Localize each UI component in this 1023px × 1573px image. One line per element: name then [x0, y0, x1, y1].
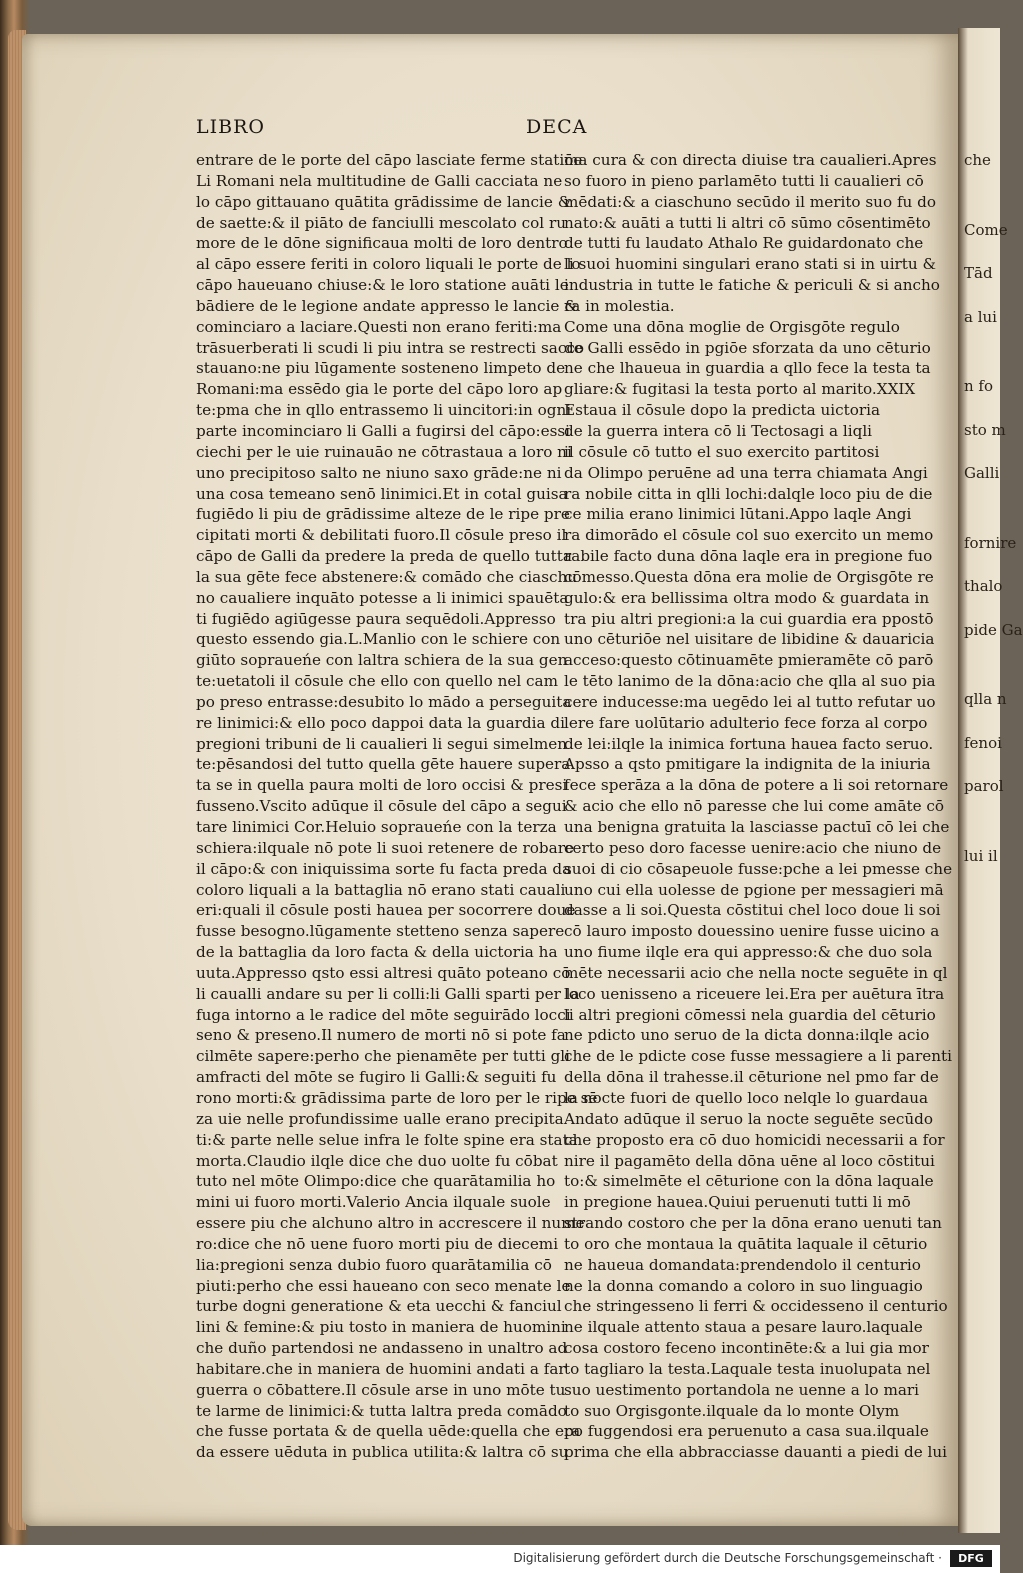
- text-line: amfracti del mōte se fugiro li Galli:& seguiti fu: [196, 1068, 557, 1087]
- text-line: prima che ella abbracciasse dauanti a piedi de lui: [564, 1443, 948, 1462]
- text-line: in pregione hauea.Quiui peruenuti tutti li mō: [564, 1193, 911, 1212]
- text-line: che duño partendosi ne andasseno in unaltro ad: [196, 1339, 568, 1358]
- text-line: Li Romani nela multitudine de Galli cacciata ne: [196, 171, 563, 190]
- text-line: giūto sopraueńe con laltra schiera de la sua gen: [196, 651, 568, 670]
- text-line: la nocte fuori de quello loco nelqle lo guardaua: [564, 1088, 929, 1107]
- text-line: al cāpo essere feriti in coloro liquali le porte de lo: [196, 255, 581, 274]
- text-line: ra in molestia.: [564, 296, 675, 315]
- text-line: to suo Orgisgonte.ilquale da lo monte Olym: [564, 1401, 900, 1420]
- text-line: ciechi per le uie ruinauāo ne cōtrastaua a loro ni: [196, 442, 572, 461]
- text-line: li caualli andare su per li colli:li Galli sparti per la: [196, 984, 580, 1003]
- text-line: ra dimorādo el cōsule col suo exercito un memo: [564, 526, 934, 545]
- text-line: cilmēte sapere:perho che pienamēte per tutti gli: [196, 1047, 570, 1066]
- text-line: rabile facto duna dōna laqle era in pregione fuo: [564, 547, 933, 566]
- text-line: suoi di cio cōsapeuole fusse:pche a lei pmesse che: [564, 859, 953, 878]
- text-line: gulo:& era bellissima oltra modo & guardata in: [564, 588, 930, 607]
- text-line: la sua gēte fece abstenere:& comādo che ciaschu: [196, 567, 578, 586]
- dfg-logo: DFG: [950, 1550, 992, 1567]
- text-line: more de le dōne significaua molti de loro dentro: [196, 234, 568, 253]
- text-line: & acio che ello nō paresse che lui come amāte cō: [564, 797, 945, 816]
- text-line: guerra o cōbattere.Il cōsule arse in uno mōte tu: [196, 1380, 566, 1399]
- text-line: mēte necessarii acio che nella nocte seguēte in ql: [564, 963, 948, 982]
- text-line: li altri pregioni cōmessi nela guardia del cēturio: [564, 1005, 936, 1024]
- text-line: de la guerra intera cō li Tectosagi a liqli: [564, 421, 873, 440]
- text-line: de lei:ilqle la inimica fortuna hauea facto seruo.: [564, 734, 934, 753]
- text-line: so fuoro in pieno parlamēto tutti li caualieri cō: [564, 171, 924, 190]
- facing-page-fragment: pide Ga: [964, 620, 1023, 639]
- digitization-footer: [0, 1545, 1000, 1573]
- text-line: te larme de linimici:& tutta laltra preda comādo: [196, 1401, 567, 1420]
- text-line: mini ui fuoro morti.Valerio Ancia ilquale suole: [196, 1193, 551, 1212]
- text-line: Estaua il cōsule dopo la predicta uictoria: [564, 401, 881, 420]
- text-line: che fusse portata & de quella uēde:quella che era: [196, 1422, 581, 1441]
- text-line: parte incominciaro li Galli a fugirsi del cāpo:essi: [196, 421, 571, 440]
- text-line: fuga intorno a le radice del mōte seguirādo locci: [196, 1005, 571, 1024]
- text-line: morta.Claudio ilqle dice che duo uolte fu cōbat: [196, 1151, 558, 1170]
- text-line: nato:& auāti a tutti li altri cō sūmo cōsentimēto: [564, 213, 931, 232]
- text-line: de la battaglia da loro facta & della uictoria ha: [196, 943, 558, 962]
- text-line: il cōsule cō tutto el suo exercito partitosi: [564, 442, 880, 461]
- header-book-label: LIBRO: [196, 116, 265, 138]
- text-line: habitare.che in maniera de huomini andati a far: [196, 1359, 566, 1378]
- text-line: te:pēsandosi del tutto quella gēte hauere supera: [196, 755, 571, 774]
- text-line: il cāpo:& con iniquissima sorte fu facta preda da: [196, 859, 572, 878]
- text-line: questo essendo gia.L.Manlio con le schiere con: [196, 630, 561, 649]
- text-line: stauano:ne piu lūgamente sosteneno limpeto de: [196, 359, 566, 378]
- running-header: [196, 116, 896, 146]
- text-line: strando costoro che per la dōna erano uenuti tan: [564, 1214, 942, 1233]
- text-line: li suoi huomini singulari erano stati si in uirtu &: [564, 255, 937, 274]
- text-line: ne pdicto uno seruo de la dicta donna:ilqle acio: [564, 1026, 930, 1045]
- text-line: fusse besogno.lūgamente stetteno senza sapere: [196, 922, 565, 941]
- text-line: ne haueua domandata:prendendolo il centurio: [564, 1255, 921, 1274]
- text-line: fugiēdo li piu de grādissime alteze de le ripe pre: [196, 505, 570, 524]
- facing-page-fragment: fenoi: [964, 733, 1002, 752]
- text-line: cosa costoro feceno incontinēte:& a lui gia mor: [564, 1339, 929, 1358]
- text-line: nire il pagamēto della dōna uēne al loco cōstitui: [564, 1151, 935, 1170]
- text-line: cāpo haueuano chiuse:& le loro statione auāti le: [196, 276, 569, 295]
- text-line: industria in tutte le fatiche & periculi & si ancho: [564, 276, 940, 295]
- text-line: cōmesso.Questa dōna era molie de Orgisgōte re: [564, 567, 934, 586]
- text-line: ro:dice che nō uene fuoro morti piu de diecemi: [196, 1234, 559, 1253]
- text-line: mēdati:& a ciaschuno secūdo il merito suo fu do: [564, 192, 937, 211]
- text-line: una benigna gratuita la lasciasse pactuī cō lei che: [564, 818, 950, 836]
- text-line: loco uenisseno a riceuere lei.Era per auētura ītra: [564, 984, 945, 1003]
- text-line: te:pma che in qllo entrassemo li uincitori:in ogni: [196, 401, 572, 420]
- text-line: Romani:ma essēdo gia le porte del cāpo loro ap: [196, 380, 563, 399]
- text-line: tare linimici Cor.Heluio sopraueńe con la terza: [196, 818, 557, 836]
- text-line: dasse a li soi.Questa cōstitui chel loco doue li soi: [564, 901, 941, 920]
- text-line: to:& simelmēte el cēturione con la dōna laquale: [564, 1172, 934, 1191]
- text-line: essere piu che alchuno altro in accrescere il nume: [196, 1214, 585, 1233]
- facing-page-text: [958, 148, 1023, 887]
- text-line: cere inducesse:ma uegēdo lei al tutto refutar uo: [564, 692, 936, 711]
- text-line: gliare:& fugitasi la testa porto al marito.XXIX: [564, 380, 916, 399]
- text-line: Andato adūque il seruo la nocte seguēte secūdo: [564, 1109, 934, 1128]
- text-line: suo uestimento portandola ne uenne a lo mari: [564, 1380, 920, 1399]
- facing-page-fragment: n fo: [964, 377, 994, 395]
- text-line: lere fare uolūtario adulterio fece forza al corpo: [564, 713, 928, 732]
- text-line: ne la donna comando a coloro in suo linguagio: [564, 1276, 923, 1295]
- text-line: tra piu altri pregioni:a la cui guardia era ppostō: [564, 609, 934, 628]
- text-line: coloro liquali a la battaglia nō erano stati cauali: [196, 880, 566, 899]
- text-line: po fuggendosi era peruenuto a casa sua.ilquale: [564, 1422, 929, 1441]
- text-line: ta se in quella paura molti de loro occisi & presi: [196, 776, 568, 795]
- text-line: lini & femine:& piu tosto in maniera de huomini: [196, 1318, 566, 1337]
- text-line: to oro che montaua la quātita laquale il cēturio: [564, 1234, 928, 1253]
- text-line: eri:quali il cōsule posti hauea per socorrere doue: [196, 901, 576, 920]
- text-line: uno cui ella uolesse de pgione per messagieri mā: [564, 880, 944, 899]
- text-line: da Olimpo peruēne ad una terra chiamata Angi: [564, 463, 928, 482]
- text-line: certo peso doro facesse uenire:acio che niuno de: [564, 838, 942, 857]
- text-column-right: [564, 150, 953, 1463]
- text-line: uno fiume ilqle era qui appresso:& che duo sola: [564, 943, 933, 962]
- facing-page-fragment: Come: [964, 220, 1008, 239]
- text-line: de saette:& il piāto de fanciulli mescolato col ru: [196, 213, 567, 232]
- text-line: schiera:ilquale nō pote li suoi retenere de robare: [196, 838, 574, 857]
- header-decade-label: DECA: [526, 116, 588, 138]
- facing-page-fragment: qlla n: [964, 690, 1007, 708]
- text-line: una cosa temeano senō linimici.Et in cotal guisa: [196, 484, 568, 503]
- text-line: che stringesseno li ferri & occidesseno il centurio: [564, 1297, 948, 1316]
- text-line: della dōna il trahesse.il cēturione nel pmo far de: [564, 1068, 939, 1087]
- text-line: ti:& parte nelle selue infra le folte spine era stata: [196, 1130, 578, 1149]
- text-line: no caualiere inquāto potesse a li inimici spauēta: [196, 588, 569, 607]
- text-line: uno cēturiōe nel uisitare de libidine & dauaricia: [564, 630, 935, 649]
- text-line: uuta.Appresso qsto essi altresi quāto poteano cō: [196, 963, 571, 982]
- text-line: rono morti:& grādissima parte de loro per le ripe sē: [196, 1088, 598, 1107]
- facing-page-fragment: Galli: [964, 464, 1000, 482]
- text-line: che de le pdicte cose fusse messagiere a li parenti: [564, 1047, 952, 1066]
- text-line: de tutti fu laudato Athalo Re guidardonato che: [564, 234, 924, 253]
- text-line: lia:pregioni senza dubio fuoro quarātamilia cō: [196, 1255, 552, 1274]
- facing-page-fragment: parol: [964, 777, 1004, 795]
- text-line: ma cura & con directa diuise tra caualieri.Apres: [564, 151, 937, 169]
- text-line: acceso:questo cōtinuamēte pmieramēte cō parō: [564, 651, 934, 670]
- text-line: ne che lhaueua in guardia a qllo fece la testa ta: [564, 359, 931, 378]
- text-line: cō lauro imposto douessino uenire fusse uicino a: [564, 922, 940, 941]
- facing-page-fragment: sto m: [964, 420, 1006, 439]
- facing-page-fragment: fornire: [964, 533, 1017, 552]
- text-line: po preso entrasse:desubito lo mādo a perseguita: [196, 692, 572, 711]
- text-line: piuti:perho che essi haueano con seco menate le: [196, 1276, 571, 1295]
- text-line: Apsso a qsto pmitigare la indignita de la iniuria: [564, 755, 931, 774]
- text-line: trāsuerberati li scudi li piu intra se restrecti sacco: [196, 338, 585, 357]
- text-line: turbe dogni generatione & eta uecchi & fanciul: [196, 1297, 562, 1316]
- facing-page-fragment: a lui: [964, 307, 997, 326]
- text-line: de Galli essēdo in pgiōe sforzata da uno cēturio: [564, 338, 931, 357]
- text-line: lo cāpo gittauano quātita grādissime de lancie &: [196, 192, 572, 211]
- text-line: uno precipitoso salto ne niuno saxo grāde:ne ni: [196, 463, 562, 482]
- text-line: ti fugiēdo agiūgesse paura sequēdoli.Appresso: [196, 609, 556, 628]
- facing-page-edge: [958, 28, 1023, 1533]
- text-column-left: [196, 150, 598, 1463]
- text-line: seno & preseno.Il numero de morti nō si pote fa: [196, 1026, 566, 1045]
- text-line: tuto nel mōte Olimpo:dice che quarātamilia ho: [196, 1172, 556, 1191]
- text-line: le tēto lanimo de la dōna:acio che qlla al suo pia: [564, 672, 936, 691]
- text-line: te:uetatoli il cōsule che ello con quello nel cam: [196, 672, 558, 691]
- text-line: Come una dōna moglie de Orgisgōte regulo: [564, 317, 900, 336]
- text-line: cāpo de Galli da predere la preda de quello tutta: [196, 547, 572, 566]
- text-line: bādiere de le legione andate appresso le lancie &: [196, 296, 578, 315]
- text-line: che proposto era cō duo homicidi necessarii a for: [564, 1130, 945, 1149]
- footer-credit-text: Digitalisierung gefördert durch die Deutsche Forschungsgemeinschaft ·: [513, 1551, 942, 1565]
- text-line: da essere uēduta in publica utilita:& laltra cō su: [196, 1443, 569, 1462]
- text-line: to tagliaro la testa.Laquale testa inuolupata nel: [564, 1359, 931, 1378]
- text-line: pregioni tribuni de li caualieri li segui simelmen: [196, 734, 568, 753]
- text-line: ra nobile citta in qlli lochi:dalqle loco piu de die: [564, 484, 933, 503]
- text-line: re linimici:& ello poco dappoi data la guardia di: [196, 713, 565, 732]
- text-line: za uie nelle profundissime ualle erano precipita: [196, 1109, 564, 1128]
- text-line: fusseno.Vscito adūque il cōsule del cāpo a segui: [196, 797, 567, 816]
- facing-page-fragment: thalo: [964, 577, 1003, 595]
- text-line: fece sperāza a la dōna de potere a li soi retornare: [564, 776, 949, 795]
- text-line: entrare de le porte del cāpo lasciate ferme statiōe: [196, 151, 583, 169]
- text-line: ce milia erano linimici lūtani.Appo laqle Angi: [564, 505, 912, 524]
- facing-page-fragment: lui il: [964, 846, 998, 865]
- text-line: cominciaro a laciare.Questi non erano feriti:ma: [196, 317, 562, 336]
- facing-page-fragment: che: [964, 151, 991, 169]
- facing-page-fragment: Tād: [964, 264, 993, 282]
- text-line: cipitati morti & debilitati fuoro.Il cōsule preso il: [196, 526, 567, 545]
- text-line: ne ilquale attento staua a pesare lauro.laquale: [564, 1318, 923, 1337]
